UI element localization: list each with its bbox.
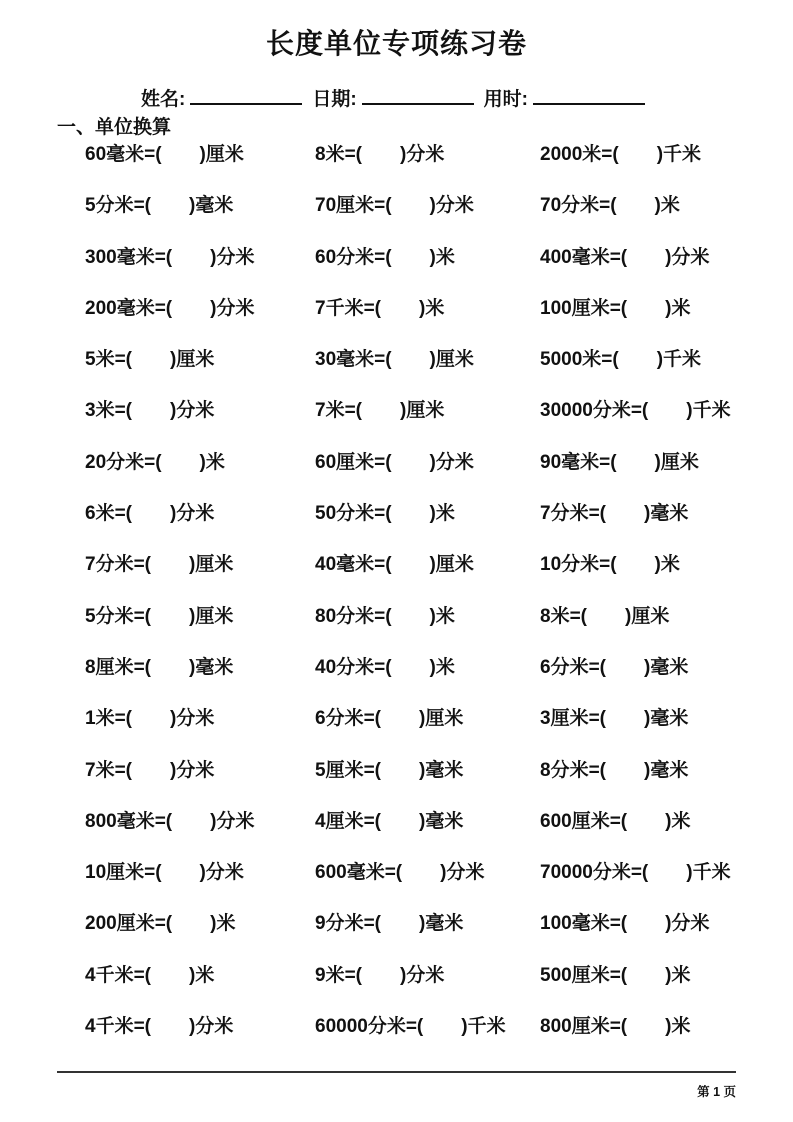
problem-item: 60厘米=( )分米 xyxy=(315,451,474,473)
problem-item: 200厘米=( )米 xyxy=(85,913,236,935)
problem-item: 2000米=( )千米 xyxy=(540,144,702,165)
problem-item: 600毫米=( )分米 xyxy=(315,862,485,884)
problem-item: 200毫米=( )分米 xyxy=(85,297,255,319)
page-number: 第 1 页 xyxy=(697,1085,736,1099)
problem-item: 60000分米=( )千米 xyxy=(315,1016,506,1038)
problem-item: 70分米=( )米 xyxy=(540,195,680,217)
problem-item: 7米=( )厘米 xyxy=(315,400,445,422)
problem-item: 4千米=( )分米 xyxy=(85,1016,234,1038)
problem-item: 3米=( )分米 xyxy=(85,400,215,422)
problem-item: 10分米=( )米 xyxy=(540,554,680,576)
problem-item: 60分米=( )米 xyxy=(315,246,455,268)
problem-item: 10厘米=( )分米 xyxy=(85,862,244,884)
problem-item: 70厘米=( )分米 xyxy=(315,195,474,217)
problems-grid xyxy=(85,143,793,1066)
info-header xyxy=(141,84,655,111)
problem-item: 7分米=( )毫米 xyxy=(540,503,689,525)
problem-item: 600厘米=( )米 xyxy=(540,810,691,832)
problem-item: 3厘米=( )毫米 xyxy=(540,708,689,730)
problem-item: 6分米=( )毫米 xyxy=(540,656,689,678)
problem-item: 4厘米=( )毫米 xyxy=(315,810,464,832)
problem-item: 7千米=( )米 xyxy=(315,297,445,319)
problem-item: 9米=( )分米 xyxy=(315,964,445,986)
date-label: 日期: xyxy=(312,89,357,110)
problem-item: 7米=( )分米 xyxy=(85,759,215,781)
problem-item: 8米=( )厘米 xyxy=(540,605,670,627)
time-blank xyxy=(533,88,645,105)
problem-item: 40毫米=( )厘米 xyxy=(315,554,474,576)
time-label: 用时: xyxy=(483,89,528,110)
problem-item: 5分米=( )厘米 xyxy=(85,605,234,627)
name-blank xyxy=(190,88,302,105)
problem-item: 90毫米=( )厘米 xyxy=(540,451,699,473)
problem-item: 800毫米=( )分米 xyxy=(85,810,255,832)
problem-item: 1米=( )分米 xyxy=(85,708,215,730)
problem-item: 30毫米=( )厘米 xyxy=(315,349,474,371)
problem-item: 40分米=( )米 xyxy=(315,656,455,678)
footer-divider xyxy=(57,1071,736,1073)
problem-item: 80分米=( )米 xyxy=(315,605,455,627)
problem-item: 300毫米=( )分米 xyxy=(85,246,255,268)
problem-item: 70000分米=( )千米 xyxy=(540,862,731,884)
problem-item: 5米=( )厘米 xyxy=(85,349,215,371)
problem-item: 8米=( )分米 xyxy=(315,144,445,165)
problem-item: 800厘米=( )米 xyxy=(540,1016,691,1038)
problem-item: 30000分米=( )千米 xyxy=(540,400,731,422)
problem-item: 6分米=( )厘米 xyxy=(315,708,464,730)
problem-item: 50分米=( )米 xyxy=(315,503,455,525)
problem-item: 60毫米=( )厘米 xyxy=(85,144,244,165)
problem-item: 8分米=( )毫米 xyxy=(540,759,689,781)
date-blank xyxy=(362,88,474,105)
name-label: 姓名: xyxy=(141,89,186,110)
problem-item: 100厘米=( )米 xyxy=(540,297,691,319)
problem-item: 5厘米=( )毫米 xyxy=(315,759,464,781)
problem-item: 9分米=( )毫米 xyxy=(315,913,464,935)
problem-item: 5000米=( )千米 xyxy=(540,349,702,371)
problem-item: 6米=( )分米 xyxy=(85,503,215,525)
problem-item: 500厘米=( )米 xyxy=(540,964,691,986)
problem-item: 20分米=( )米 xyxy=(85,451,225,473)
section-heading: 一、单位换算 xyxy=(57,117,172,138)
problem-item: 5分米=( )毫米 xyxy=(85,195,234,217)
problem-item: 400毫米=( )分米 xyxy=(540,246,710,268)
problem-item: 7分米=( )厘米 xyxy=(85,554,234,576)
problem-item: 8厘米=( )毫米 xyxy=(85,656,234,678)
problem-item: 100毫米=( )分米 xyxy=(540,913,710,935)
page-title: 长度单位专项练习卷 xyxy=(265,28,527,59)
problem-item: 4千米=( )米 xyxy=(85,964,215,986)
